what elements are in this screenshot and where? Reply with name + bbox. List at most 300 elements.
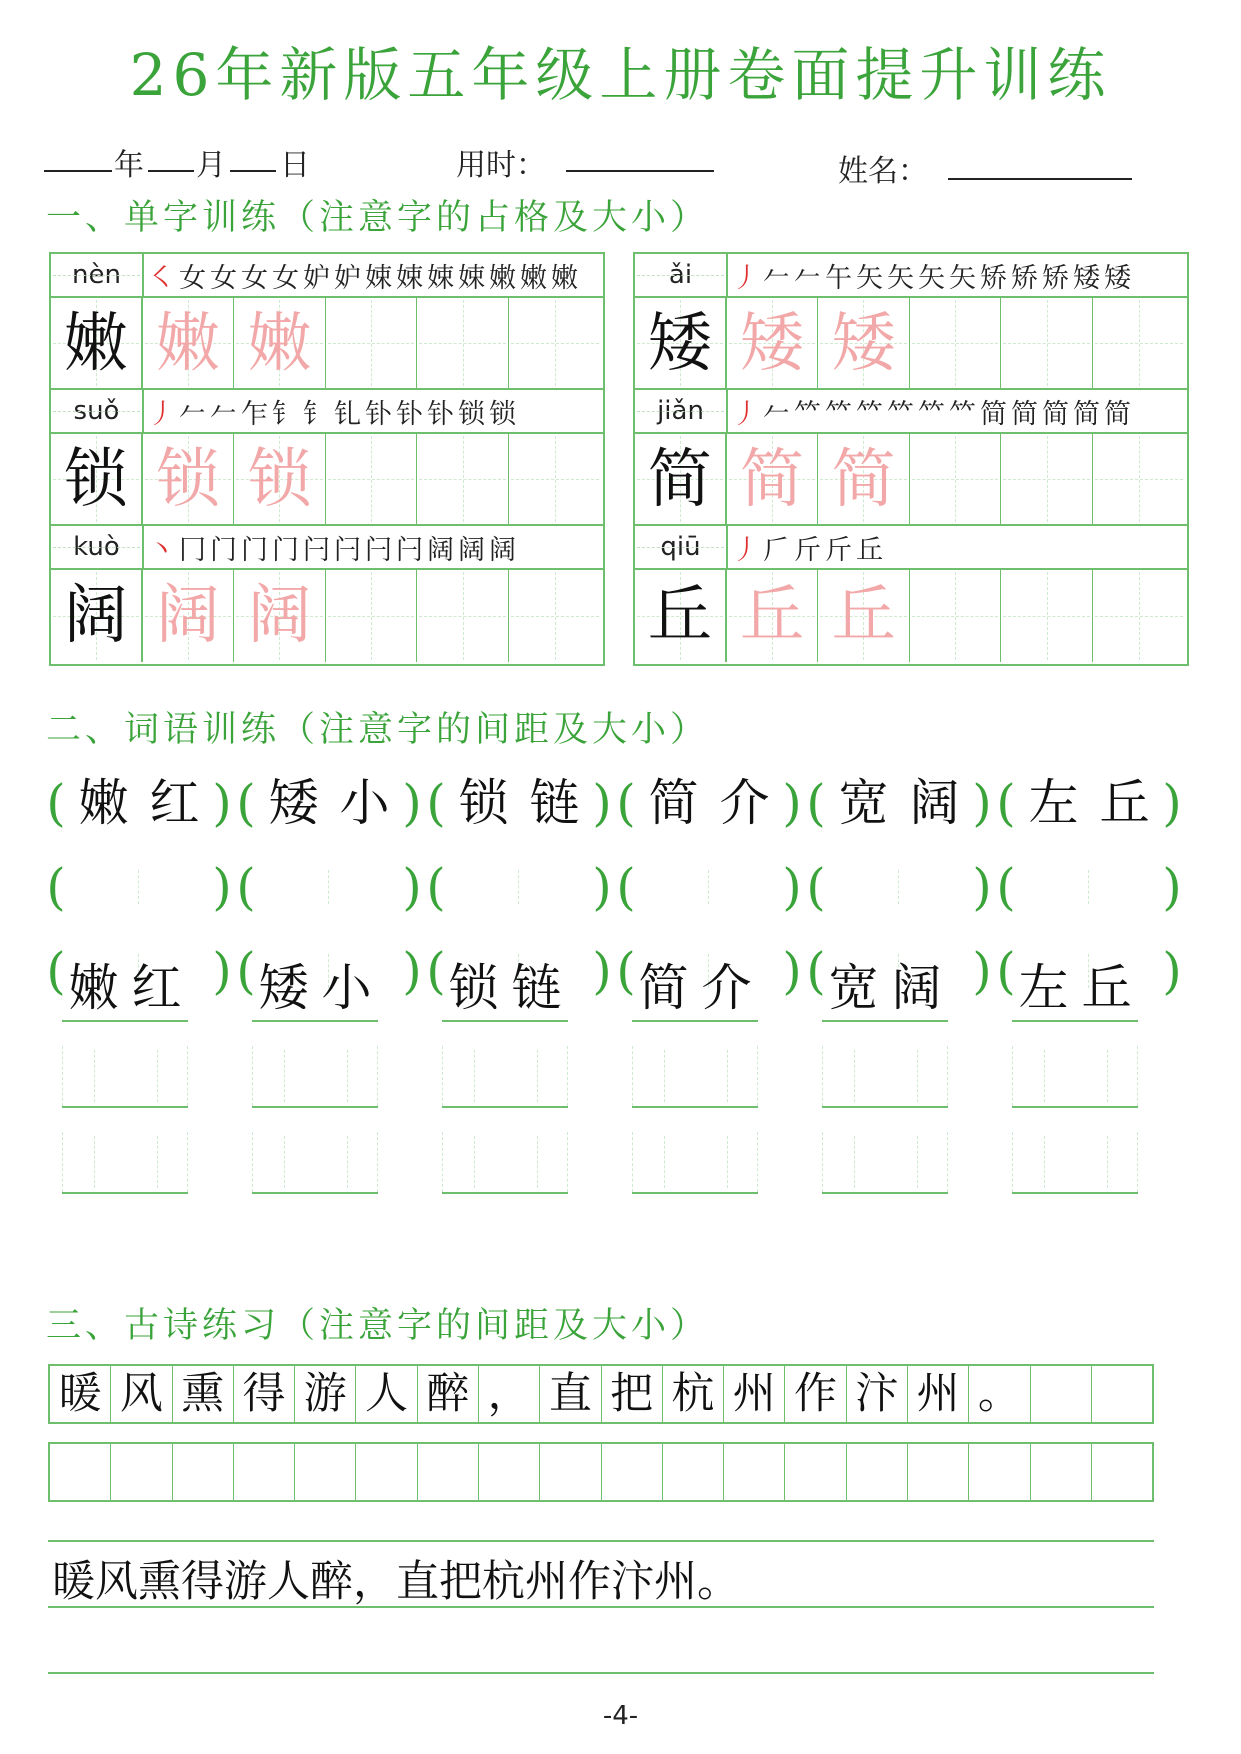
copy-word-char: 小 xyxy=(321,959,372,1017)
trace-char: 锁 xyxy=(247,443,312,517)
stroke-row-left-2 xyxy=(51,526,603,570)
copy-word xyxy=(1012,956,1138,1022)
trace-char-cell xyxy=(818,298,910,388)
close-paren: ) xyxy=(212,858,232,916)
trace-char: 丘 xyxy=(739,579,804,653)
copy-word-char xyxy=(62,1042,125,1106)
model-char: 锁 xyxy=(63,443,128,517)
stroke-step: 矢 xyxy=(856,262,885,294)
stroke-step: 女 xyxy=(241,262,270,294)
stroke-step: 午 xyxy=(825,262,854,294)
trace-char: 阔 xyxy=(155,579,220,653)
pinyin-label: nèn xyxy=(51,254,144,296)
model-char: 嫩 xyxy=(63,307,128,381)
practice-cell[interactable] xyxy=(509,298,601,388)
stroke-step: 门 xyxy=(272,534,301,566)
trace-char-cell xyxy=(727,434,819,524)
close-paren: ) xyxy=(1162,858,1182,916)
word-row-blank-1 xyxy=(44,852,1204,922)
stroke-step: 娕 xyxy=(427,262,456,294)
model-char-cell xyxy=(51,298,143,388)
practice-cell[interactable] xyxy=(1093,434,1185,524)
copy-word-char xyxy=(695,1042,758,1106)
stroke-step: 𥫗 xyxy=(918,398,947,430)
word-char xyxy=(329,852,400,922)
poem-grid-blank-cell[interactable] xyxy=(111,1444,172,1500)
close-paren: ) xyxy=(402,774,422,832)
copy-word-char xyxy=(1075,1042,1138,1106)
open-paren: ( xyxy=(806,858,826,916)
stroke-row-right-1 xyxy=(635,390,1187,434)
copy-word-char: 左 xyxy=(1018,959,1069,1017)
word-slot xyxy=(258,852,400,922)
poem-grid-char xyxy=(1092,1366,1152,1422)
poem-grid-blank-cell[interactable] xyxy=(847,1444,908,1500)
close-paren: ) xyxy=(402,942,422,1000)
stroke-step: 矮 xyxy=(1104,262,1133,294)
stroke-step: 妒 xyxy=(303,262,332,294)
copy-word-char xyxy=(885,1042,948,1106)
stroke-row-right-2 xyxy=(635,526,1187,570)
stroke-step: 闩 xyxy=(365,534,394,566)
copy-word-char xyxy=(315,1042,378,1106)
word-blank-box[interactable] xyxy=(424,852,614,922)
stroke-step: 简 xyxy=(1073,398,1102,430)
pinyin-label: ǎi xyxy=(635,254,728,296)
poem-grid-char: 暖 xyxy=(50,1366,111,1422)
practice-cell[interactable] xyxy=(326,298,418,388)
open-paren: ( xyxy=(806,774,826,832)
stroke-step: 阔 xyxy=(489,534,518,566)
stroke-step: 简 xyxy=(1042,398,1071,430)
copy-word-blank[interactable] xyxy=(1012,1042,1138,1108)
stroke-step: 女 xyxy=(272,262,301,294)
page-title: 26年新版五年级上册卷面提升训练 xyxy=(129,41,1112,109)
word-char: 丘 xyxy=(1099,774,1150,832)
stroke-step: 𥫗 xyxy=(825,398,854,430)
copy-word-char xyxy=(125,1128,188,1192)
poem-grid-char: 把 xyxy=(602,1366,663,1422)
stroke-step: 矢 xyxy=(949,262,978,294)
poem-grid-char: 直 xyxy=(540,1366,601,1422)
practice-cell[interactable] xyxy=(509,434,601,524)
poem-grid-char: ， xyxy=(479,1366,540,1422)
stroke-step: 丿 xyxy=(732,262,761,294)
trace-char: 锁 xyxy=(155,443,220,517)
stroke-step: 丶 xyxy=(148,534,177,566)
word-slot xyxy=(68,852,210,922)
month-label: 月 xyxy=(196,148,226,183)
word-char: 红 xyxy=(149,774,200,832)
copy-word-char: 简 xyxy=(638,959,689,1017)
stroke-step: 闩 xyxy=(303,534,332,566)
poem-grid-blank-cell[interactable] xyxy=(234,1444,295,1500)
trace-char-cell xyxy=(234,298,326,388)
copy-word-blank[interactable] xyxy=(442,1128,568,1194)
stroke-step: 丘 xyxy=(856,534,885,566)
word-char xyxy=(899,852,970,922)
practice-cell[interactable] xyxy=(910,298,1002,388)
practice-cell[interactable] xyxy=(509,570,601,662)
char-row-left-0 xyxy=(51,298,603,390)
close-paren: ) xyxy=(1162,774,1182,832)
practice-cell[interactable] xyxy=(1093,298,1185,388)
poem-grid-blank-cell[interactable] xyxy=(50,1444,111,1500)
stroke-step: 门 xyxy=(241,534,270,566)
poem-grid-char: 汴 xyxy=(847,1366,908,1422)
trace-char: 矮 xyxy=(831,307,896,381)
copy-word-char: 阔 xyxy=(891,959,942,1017)
section-two-heading xyxy=(46,702,709,752)
char-grid-right xyxy=(633,252,1189,666)
copy-word-char xyxy=(442,1128,505,1192)
copy-word-blank[interactable] xyxy=(1012,1128,1138,1194)
month-blank[interactable] xyxy=(148,170,194,172)
word-blank-box[interactable] xyxy=(994,852,1184,922)
close-paren: ) xyxy=(972,774,992,832)
close-paren: ) xyxy=(592,942,612,1000)
stroke-step: 𠂉 xyxy=(763,398,792,430)
day-blank[interactable] xyxy=(230,170,276,172)
word-blank-box[interactable] xyxy=(614,852,804,922)
practice-cell[interactable] xyxy=(1001,298,1093,388)
model-char: 阔 xyxy=(63,579,128,653)
copy-word-char xyxy=(62,1128,125,1192)
word-char: 锁 xyxy=(458,774,509,832)
copy-word-char xyxy=(442,1042,505,1106)
practice-cell[interactable] xyxy=(417,434,509,524)
practice-cell[interactable] xyxy=(326,434,418,524)
char-row-right-2 xyxy=(635,570,1187,662)
poem-grid-char: 人 xyxy=(356,1366,417,1422)
close-paren: ) xyxy=(212,774,232,832)
stroke-step: 嫩 xyxy=(489,262,518,294)
word-char xyxy=(258,852,329,922)
section-one-title: 一、单字训练 xyxy=(46,198,281,238)
copy-word-char xyxy=(632,1128,695,1192)
stroke-step: 阔 xyxy=(458,534,487,566)
word-slot xyxy=(448,852,590,922)
stroke-step: 简 xyxy=(1104,398,1133,430)
char-row-right-1 xyxy=(635,434,1187,526)
trace-char-cell xyxy=(727,298,819,388)
poem-grid-filled xyxy=(48,1364,1154,1424)
copy-word xyxy=(252,956,378,1022)
trace-char-cell xyxy=(818,434,910,524)
poem-grid-blank-cell[interactable] xyxy=(295,1444,356,1500)
open-paren: ( xyxy=(996,942,1016,1000)
word-char: 嫩 xyxy=(78,774,129,832)
stroke-step: 娕 xyxy=(365,262,394,294)
stroke-step: 闩 xyxy=(334,534,363,566)
word-char xyxy=(638,852,709,922)
trace-char: 简 xyxy=(831,443,896,517)
practice-cell[interactable] xyxy=(417,298,509,388)
stroke-step: 丿 xyxy=(732,398,761,430)
stroke-step: 钋 xyxy=(396,398,425,430)
poem-grid-char: 得 xyxy=(234,1366,295,1422)
trace-char-cell xyxy=(234,570,326,662)
copy-word-blank[interactable] xyxy=(252,1128,378,1194)
stroke-step: 𠂉 xyxy=(179,398,208,430)
practice-cell[interactable] xyxy=(910,570,1002,662)
stroke-step: 女 xyxy=(210,262,239,294)
word-slot xyxy=(638,852,780,922)
stroke-step: 嫩 xyxy=(551,262,580,294)
word-char: 左 xyxy=(1028,774,1079,832)
trace-char-cell xyxy=(818,570,910,662)
trace-char-cell xyxy=(143,570,235,662)
char-row-right-0 xyxy=(635,298,1187,390)
word-char: 阔 xyxy=(909,774,960,832)
poem-grid-blank[interactable] xyxy=(48,1442,1154,1502)
word-box xyxy=(614,768,804,838)
model-char: 简 xyxy=(647,443,712,517)
close-paren: ) xyxy=(592,774,612,832)
copy-word-char xyxy=(822,1042,885,1106)
poem-grid-blank-cell[interactable] xyxy=(173,1444,234,1500)
stroke-step: 简 xyxy=(1011,398,1040,430)
stroke-step: 矫 xyxy=(980,262,1009,294)
copy-word-char xyxy=(1075,1128,1138,1192)
pinyin-label: jiǎn xyxy=(635,390,728,432)
poem-grid-char: 游 xyxy=(295,1366,356,1422)
close-paren: ) xyxy=(782,774,802,832)
close-paren: ) xyxy=(212,942,232,1000)
poem-grid-char: 州 xyxy=(724,1366,785,1422)
model-char-cell xyxy=(51,570,143,662)
practice-cell[interactable] xyxy=(1093,570,1185,662)
stroke-step: 矢 xyxy=(887,262,916,294)
stroke-step: ㇛ xyxy=(148,262,177,294)
stroke-step: 冂 xyxy=(179,534,208,566)
open-paren: ( xyxy=(616,942,636,1000)
year-label: 年 xyxy=(114,148,144,183)
word-blank-box[interactable] xyxy=(804,852,994,922)
stroke-step: 𠂉 xyxy=(763,262,792,294)
stroke-step: 钆 xyxy=(334,398,363,430)
practice-cell[interactable] xyxy=(1001,570,1093,662)
close-paren: ) xyxy=(782,942,802,1000)
open-paren: ( xyxy=(46,774,66,832)
practice-cell[interactable] xyxy=(1001,434,1093,524)
word-char xyxy=(1089,852,1160,922)
copy-word-char xyxy=(505,1128,568,1192)
word-char xyxy=(68,852,139,922)
open-paren: ( xyxy=(616,774,636,832)
poem-grid-blank-cell[interactable] xyxy=(785,1444,846,1500)
stroke-step: 矢 xyxy=(918,262,947,294)
stroke-step: 简 xyxy=(980,398,1009,430)
copy-word-char xyxy=(822,1128,885,1192)
word-slot xyxy=(1018,768,1160,838)
model-char-cell xyxy=(51,434,143,524)
poem-grid-blank-cell[interactable] xyxy=(663,1444,724,1500)
word-slot xyxy=(828,768,970,838)
copy-word-char: 介 xyxy=(701,959,752,1017)
close-paren: ) xyxy=(972,942,992,1000)
open-paren: ( xyxy=(426,858,446,916)
poem-line-bottom[interactable] xyxy=(48,1672,1154,1674)
copy-word-char: 锁 xyxy=(448,959,499,1017)
close-paren: ) xyxy=(782,858,802,916)
copy-word-char xyxy=(505,1042,568,1106)
poem-grid-blank-cell[interactable] xyxy=(418,1444,479,1500)
poem-line-top xyxy=(48,1540,1154,1542)
model-char: 矮 xyxy=(647,307,712,381)
stroke-step: 𠂉 xyxy=(210,398,239,430)
section-three-note: （注意字的间距及大小） xyxy=(280,1306,710,1346)
char-row-left-2 xyxy=(51,570,603,662)
copy-word-char: 矮 xyxy=(258,959,309,1017)
copy-word-blank[interactable] xyxy=(62,1042,188,1108)
close-paren: ) xyxy=(402,858,422,916)
stroke-row-right-0 xyxy=(635,254,1187,298)
copy-word-char: 红 xyxy=(131,959,182,1017)
word-char: 矮 xyxy=(268,774,319,832)
poem-grid-char: 作 xyxy=(785,1366,846,1422)
copy-word-char xyxy=(632,1042,695,1106)
stroke-row-left-1 xyxy=(51,390,603,434)
model-char-cell xyxy=(635,298,727,388)
word-char: 小 xyxy=(339,774,390,832)
char-row-left-1 xyxy=(51,434,603,526)
copy-word-char xyxy=(1012,1042,1075,1106)
word-box xyxy=(994,768,1184,838)
poem-grid-char xyxy=(1031,1366,1092,1422)
stroke-step: 娕 xyxy=(396,262,425,294)
stroke-order xyxy=(731,390,1183,432)
poem-grid-blank-cell[interactable] xyxy=(602,1444,663,1500)
section-one-note: （注意字的占格及大小） xyxy=(280,198,710,238)
copy-word-blank[interactable] xyxy=(632,1042,758,1108)
close-paren: ) xyxy=(592,858,612,916)
copy-word-blank[interactable] xyxy=(822,1042,948,1108)
stroke-order xyxy=(147,254,599,296)
pinyin-label: kuò xyxy=(51,526,144,568)
stroke-step: 丿 xyxy=(732,534,761,566)
practice-cell[interactable] xyxy=(326,570,418,662)
open-paren: ( xyxy=(426,774,446,832)
copy-word-char: 宽 xyxy=(828,959,879,1017)
trace-char-cell xyxy=(143,434,235,524)
stroke-step: 斤 xyxy=(794,534,823,566)
day-label: 日 xyxy=(280,148,310,183)
copy-word-blank[interactable] xyxy=(442,1042,568,1108)
poem-grid-blank-cell[interactable] xyxy=(908,1444,969,1500)
open-paren: ( xyxy=(236,774,256,832)
word-char xyxy=(1018,852,1089,922)
stroke-step: 乍 xyxy=(241,398,270,430)
word-blank-box[interactable] xyxy=(234,852,424,922)
word-char xyxy=(139,852,210,922)
poem-grid-blank-cell[interactable] xyxy=(1031,1444,1092,1500)
copy-word-char xyxy=(695,1128,758,1192)
word-slot xyxy=(448,768,590,838)
page-number: -4- xyxy=(602,1701,639,1731)
stroke-step: 矫 xyxy=(1011,262,1040,294)
copy-word-blank[interactable] xyxy=(62,1128,188,1194)
stroke-step: 𥫗 xyxy=(949,398,978,430)
copy-word-char xyxy=(885,1128,948,1192)
practice-cell[interactable] xyxy=(910,434,1002,524)
copy-word-char xyxy=(125,1042,188,1106)
stroke-step: 门 xyxy=(210,534,239,566)
section-one-heading xyxy=(46,190,709,240)
word-box xyxy=(424,768,614,838)
word-slot xyxy=(68,768,210,838)
stroke-step: 钋 xyxy=(427,398,456,430)
stroke-step: 矫 xyxy=(1042,262,1071,294)
year-blank[interactable] xyxy=(44,170,112,172)
copy-word-char: 链 xyxy=(511,959,562,1017)
poem-grid-char: 。 xyxy=(969,1366,1030,1422)
stroke-step: 女 xyxy=(179,262,208,294)
word-char: 简 xyxy=(648,774,699,832)
time-blank[interactable] xyxy=(566,170,714,172)
stroke-step: 闩 xyxy=(396,534,425,566)
trace-char: 丘 xyxy=(831,579,896,653)
stroke-step: 娕 xyxy=(458,262,487,294)
stroke-step: 斤 xyxy=(825,534,854,566)
copy-word-blank[interactable] xyxy=(252,1042,378,1108)
trace-char: 矮 xyxy=(739,307,804,381)
section-three-title: 三、古诗练习 xyxy=(46,1306,281,1346)
poem-grid-blank-cell[interactable] xyxy=(540,1444,601,1500)
open-paren: ( xyxy=(46,858,66,916)
word-row-filled xyxy=(44,768,1204,838)
copy-word xyxy=(822,956,948,1022)
copy-word-blank[interactable] xyxy=(822,1128,948,1194)
word-box xyxy=(44,768,234,838)
word-box xyxy=(234,768,424,838)
open-paren: ( xyxy=(236,942,256,1000)
poem-grid-char: 风 xyxy=(111,1366,172,1422)
copy-word-blank[interactable] xyxy=(632,1128,758,1194)
stroke-step: 𠂆 xyxy=(763,534,792,566)
stroke-step: 钅 xyxy=(303,398,332,430)
stroke-step: 妒 xyxy=(334,262,363,294)
poem-grid-blank-cell[interactable] xyxy=(969,1444,1030,1500)
word-char xyxy=(709,852,780,922)
copy-word-char xyxy=(1012,1128,1075,1192)
word-blank-box[interactable] xyxy=(44,852,234,922)
stroke-step: 矮 xyxy=(1073,262,1102,294)
poem-grid-char: 熏 xyxy=(173,1366,234,1422)
stroke-step: 钋 xyxy=(365,398,394,430)
name-blank[interactable] xyxy=(948,178,1132,180)
copy-word-char xyxy=(252,1042,315,1106)
practice-cell[interactable] xyxy=(417,570,509,662)
copy-word-char: 丘 xyxy=(1081,959,1132,1017)
model-char-cell xyxy=(635,434,727,524)
open-paren: ( xyxy=(616,858,636,916)
section-three-heading xyxy=(46,1298,709,1348)
copy-word xyxy=(442,956,568,1022)
poem-line-middle[interactable] xyxy=(48,1606,1154,1608)
pinyin-label: suǒ xyxy=(51,390,144,432)
open-paren: ( xyxy=(806,942,826,1000)
word-slot xyxy=(638,768,780,838)
poem-grid-blank-cell[interactable] xyxy=(724,1444,785,1500)
poem-line-text: 暖风熏得游人醉，直把杭州作汴州。 xyxy=(52,1557,740,1607)
poem-grid-blank-cell[interactable] xyxy=(479,1444,540,1500)
poem-grid-blank-cell[interactable] xyxy=(1092,1444,1152,1500)
poem-grid-blank-cell[interactable] xyxy=(356,1444,417,1500)
word-char xyxy=(448,852,519,922)
section-two-title: 二、词语训练 xyxy=(46,710,281,750)
poem-grid-char: 州 xyxy=(908,1366,969,1422)
